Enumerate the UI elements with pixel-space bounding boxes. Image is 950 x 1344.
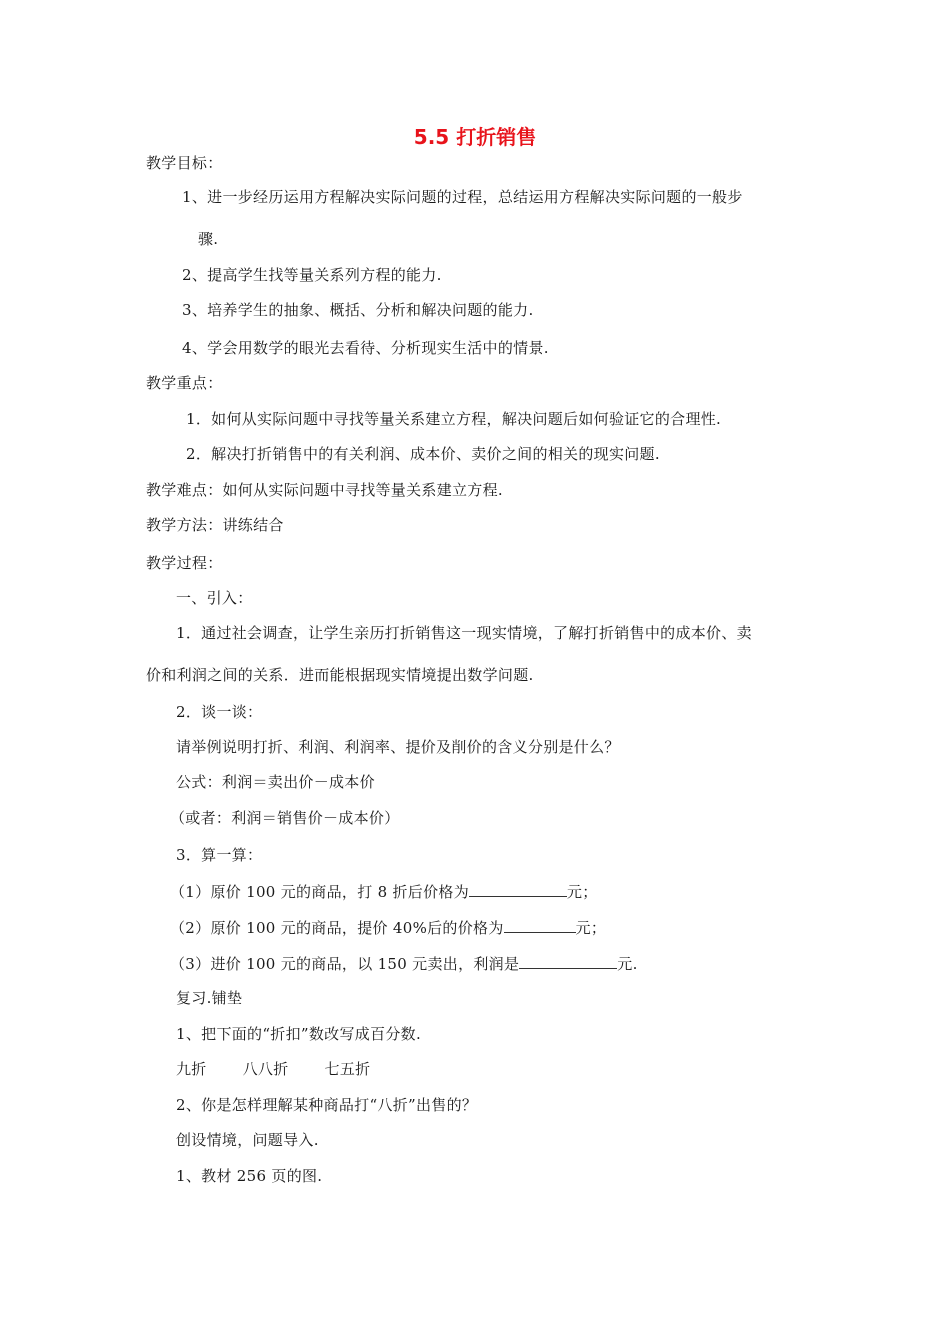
objective-4: 4、学会用数学的眼光去看待、分析现实生活中的情景.: [182, 339, 549, 357]
talk-question: 请举例说明打折、利润、利润率、提价及削价的含义分别是什么？: [176, 738, 620, 756]
calc-2-unit: 元；: [575, 919, 607, 937]
objectives-heading: 教学目标：: [146, 154, 223, 172]
calc-item-3: [170, 952, 638, 975]
method: 教学方法：讲练结合: [146, 516, 284, 534]
calc-1-blank[interactable]: [469, 880, 567, 897]
calc-3-blank[interactable]: [519, 952, 617, 969]
textbook-reference: 1、教材 256 页的图.: [176, 1167, 323, 1185]
discount-list: [176, 1058, 370, 1080]
formula-1: 公式：利润＝卖出价－成本价: [176, 773, 375, 791]
discount-item: 九折: [176, 1060, 207, 1078]
formula-2: （或者：利润＝销售价－成本价）: [170, 809, 400, 827]
key-point-1: 1．如何从实际问题中寻找等量关系建立方程，解决问题后如何验证它的合理性.: [186, 410, 722, 428]
scenario-intro: 创设情境，问题导入.: [176, 1131, 319, 1149]
discount-item: 八八折: [242, 1060, 289, 1078]
objective-1-continued: 骤.: [198, 230, 219, 248]
calc-2-blank[interactable]: [504, 916, 576, 933]
intro-item-1: 1．通过社会调查，让学生亲历打折销售这一现实情境，了解打折销售中的成本价、卖: [176, 624, 752, 642]
key-points-heading: 教学重点：: [146, 374, 223, 392]
calc-3-text: （3）进价 100 元的商品，以 150 元卖出，利润是: [170, 955, 520, 973]
calc-item-2: [170, 916, 606, 939]
calc-item-1: [170, 880, 598, 903]
difficulty: 教学难点：如何从实际问题中寻找等量关系建立方程.: [146, 481, 503, 499]
objective-3: 3、培养学生的抽象、概括、分析和解决问题的能力.: [182, 301, 534, 319]
process-heading: 教学过程：: [146, 554, 223, 572]
key-point-2: 2．解决打折销售中的有关利润、成本价、卖价之间的相关的现实问题.: [186, 445, 660, 463]
talk-heading: 2．谈一谈：: [176, 703, 263, 721]
objective-2: 2、提高学生找等量关系列方程的能力.: [182, 266, 442, 284]
review-item-1: 1、把下面的“折扣”数改写成百分数.: [176, 1025, 422, 1043]
review-heading: 复习.铺垫: [176, 989, 243, 1007]
discount-item: 七五折: [324, 1060, 371, 1078]
calc-2-text: （2）原价 100 元的商品，提价 40%后的价格为: [170, 919, 504, 937]
calc-1-unit: 元；: [567, 883, 598, 901]
objective-1: 1、进一步经历运用方程解决实际问题的过程，总结运用方程解决实际问题的一般步: [182, 188, 743, 206]
calc-3-unit: 元.: [617, 955, 638, 973]
review-item-2: 2、你是怎样理解某种商品打“八折”出售的？: [176, 1096, 478, 1114]
calc-1-text: （1）原价 100 元的商品，打 8 折后价格为: [170, 883, 469, 901]
page-title: 5.5 打折销售: [413, 125, 537, 149]
calc-heading: 3．算一算：: [176, 846, 263, 864]
intro-heading: 一、引入：: [176, 589, 253, 607]
intro-item-1-continued: 价和利润之间的关系．进而能根据现实情境提出数学问题.: [146, 666, 534, 684]
